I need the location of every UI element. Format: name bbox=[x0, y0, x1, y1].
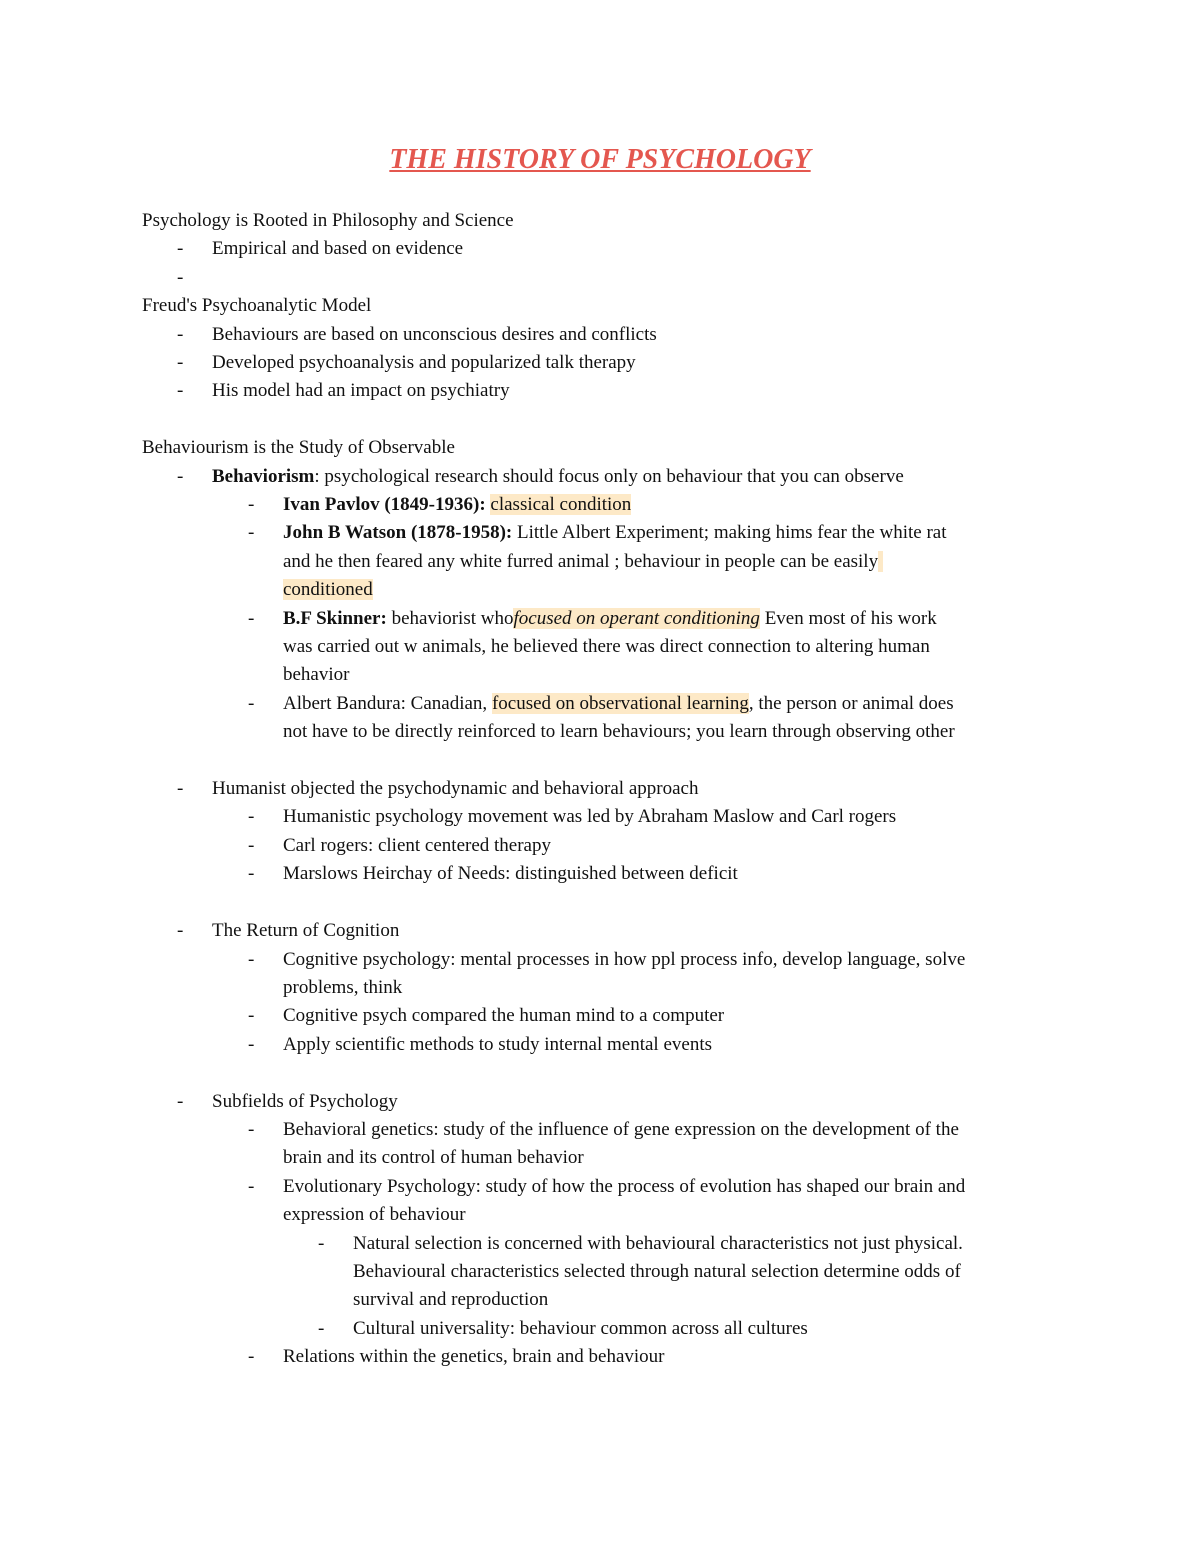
bullet-dash: - bbox=[248, 692, 255, 714]
list-item-text: Even most of his work bbox=[759, 607, 937, 629]
bullet-dash: - bbox=[248, 1346, 255, 1368]
bullet-dash: - bbox=[248, 863, 255, 885]
list-item-text: Behaviours are based on unconscious desires and conflicts bbox=[212, 323, 657, 345]
list-item-text: Relations within the genetics, brain and behaviour bbox=[283, 1346, 665, 1368]
list-item bbox=[142, 690, 1072, 718]
bullet-dash: - bbox=[177, 1090, 184, 1112]
highlight-spacer bbox=[878, 551, 883, 572]
bullet-dash: - bbox=[248, 494, 255, 516]
list-item bbox=[142, 860, 1072, 888]
spacer bbox=[142, 1059, 1072, 1087]
highlight-classical-condition: classical condition bbox=[490, 494, 632, 516]
list-item bbox=[142, 1230, 1072, 1258]
list-item-text: Humanist objected the psychodynamic and behavioral approach bbox=[212, 778, 699, 800]
bullet-dash: - bbox=[248, 1118, 255, 1140]
bullet-dash: - bbox=[248, 1005, 255, 1027]
list-item-text: Carl rogers: client centered therapy bbox=[283, 834, 551, 856]
section-heading-philosophy: Psychology is Rooted in Philosophy and Science bbox=[142, 210, 514, 231]
bullet-dash: - bbox=[177, 266, 184, 288]
list-item bbox=[142, 1343, 1072, 1371]
list-item bbox=[142, 463, 1072, 491]
list-item-text: His model had an impact on psychiatry bbox=[212, 380, 510, 402]
list-item bbox=[142, 605, 1072, 633]
list-item-text: Cognitive psychology: mental processes in how ppl process info, develop language, solve bbox=[283, 948, 966, 970]
name-skinner: B.F Skinner: bbox=[283, 607, 387, 629]
document-body bbox=[142, 207, 1072, 1372]
list-item bbox=[142, 519, 1072, 547]
list-item-continuation: Behavioural characteristics selected through natural selection determine odds of bbox=[353, 1260, 961, 1282]
name-pavlov: Ivan Pavlov (1849-1936): bbox=[283, 494, 486, 516]
term-behaviorism: Behaviorism bbox=[212, 465, 315, 487]
list-item-text: : psychological research should focus only on behaviour that you can observe bbox=[314, 465, 904, 487]
list-item-text: Evolutionary Psychology: study of how the process of evolution has shaped our brain and bbox=[283, 1175, 966, 1197]
bullet-dash: - bbox=[248, 1033, 255, 1055]
list-item-continuation: brain and its control of human behavior bbox=[283, 1147, 584, 1169]
highlight-operant-conditioning: focused on operant conditioning bbox=[513, 607, 760, 629]
list-item-continuation: expression of behaviour bbox=[283, 1204, 466, 1226]
spacer bbox=[142, 889, 1072, 917]
section-heading-subfields bbox=[142, 1088, 1072, 1116]
section-heading-cognition bbox=[142, 917, 1072, 945]
document-title: THE HISTORY OF PSYCHOLOGY bbox=[389, 144, 811, 175]
name-watson: John B Watson (1878-1958): bbox=[283, 522, 513, 544]
bullet-dash: - bbox=[248, 607, 255, 629]
bullet-dash: - bbox=[177, 380, 184, 402]
list-item-text: The Return of Cognition bbox=[212, 920, 400, 942]
bullet-dash: - bbox=[177, 465, 184, 487]
list-item bbox=[142, 1002, 1072, 1030]
list-item-empty bbox=[142, 264, 1072, 292]
bullet-dash: - bbox=[177, 778, 184, 800]
list-item-continuation: behavior bbox=[283, 664, 350, 686]
bullet-dash: - bbox=[248, 1175, 255, 1197]
list-item bbox=[142, 1315, 1072, 1343]
section-heading-behaviourism: Behaviourism is the Study of Observable bbox=[142, 437, 455, 459]
list-item-continuation: was carried out w animals, he believed there was direct connection to altering human bbox=[283, 636, 930, 658]
bullet-dash: - bbox=[177, 352, 184, 374]
list-item-text: Albert Bandura: Canadian, bbox=[283, 692, 492, 714]
list-item-text: Empirical and based on evidence bbox=[212, 238, 464, 260]
list-item-text: Developed psychoanalysis and popularized talk therapy bbox=[212, 352, 636, 374]
bullet-dash: - bbox=[177, 920, 184, 942]
bullet-dash: - bbox=[177, 323, 184, 345]
bullet-dash: - bbox=[177, 238, 184, 260]
list-item-text: behaviorist who bbox=[386, 607, 514, 629]
list-item bbox=[142, 1173, 1072, 1201]
list-item-text: Apply scientific methods to study internal mental events bbox=[283, 1033, 712, 1055]
bullet-dash: - bbox=[248, 834, 255, 856]
section-heading-humanist bbox=[142, 775, 1072, 803]
list-item bbox=[142, 321, 1072, 349]
highlight-observational-learning: focused on observational learning bbox=[491, 692, 749, 714]
list-item-text: Humanistic psychology movement was led by Abraham Maslow and Carl rogers bbox=[283, 806, 897, 828]
spacer bbox=[142, 747, 1072, 775]
list-item-text: Behavioral genetics: study of the influence of gene expression on the development of the bbox=[283, 1118, 959, 1140]
bullet-dash: - bbox=[318, 1317, 325, 1339]
list-item bbox=[142, 1116, 1072, 1144]
list-item-text: Subfields of Psychology bbox=[212, 1090, 398, 1112]
list-item-continuation bbox=[142, 576, 1072, 604]
list-item bbox=[142, 946, 1072, 974]
list-item-text: , the person or animal does bbox=[748, 692, 954, 714]
bullet-dash: - bbox=[248, 806, 255, 828]
spacer bbox=[142, 406, 1072, 434]
list-item bbox=[142, 377, 1072, 405]
list-item-continuation: problems, think bbox=[283, 976, 403, 998]
list-item bbox=[142, 1031, 1072, 1059]
list-item-text: Cognitive psych compared the human mind to a computer bbox=[283, 1005, 725, 1027]
highlight-conditioned: conditioned bbox=[283, 579, 373, 601]
section-heading-freud: Freud's Psychoanalytic Model bbox=[142, 295, 372, 317]
list-item bbox=[142, 491, 1072, 519]
bullet-dash: - bbox=[248, 522, 255, 544]
list-item-text: and he then feared any white furred animal ; behaviour in people can be easily bbox=[283, 550, 879, 572]
list-item-text: Marslows Heirchay of Needs: distinguished between deficit bbox=[283, 863, 738, 885]
list-item-continuation bbox=[142, 548, 1072, 576]
list-item-text: Natural selection is concerned with behavioural characteristics not just physical. bbox=[353, 1232, 963, 1254]
bullet-dash: - bbox=[248, 948, 255, 970]
list-item bbox=[142, 803, 1072, 831]
list-item-text: Cultural universality: behaviour common across all cultures bbox=[353, 1317, 808, 1339]
list-item bbox=[142, 235, 1072, 263]
list-item bbox=[142, 349, 1072, 377]
list-item-continuation: not have to be directly reinforced to learn behaviours; you learn through observing other bbox=[283, 721, 955, 743]
list-item bbox=[142, 832, 1072, 860]
list-item-continuation: survival and reproduction bbox=[353, 1289, 549, 1311]
list-item-text: Little Albert Experiment; making hims fear the white rat bbox=[512, 522, 947, 544]
bullet-dash: - bbox=[318, 1232, 325, 1254]
